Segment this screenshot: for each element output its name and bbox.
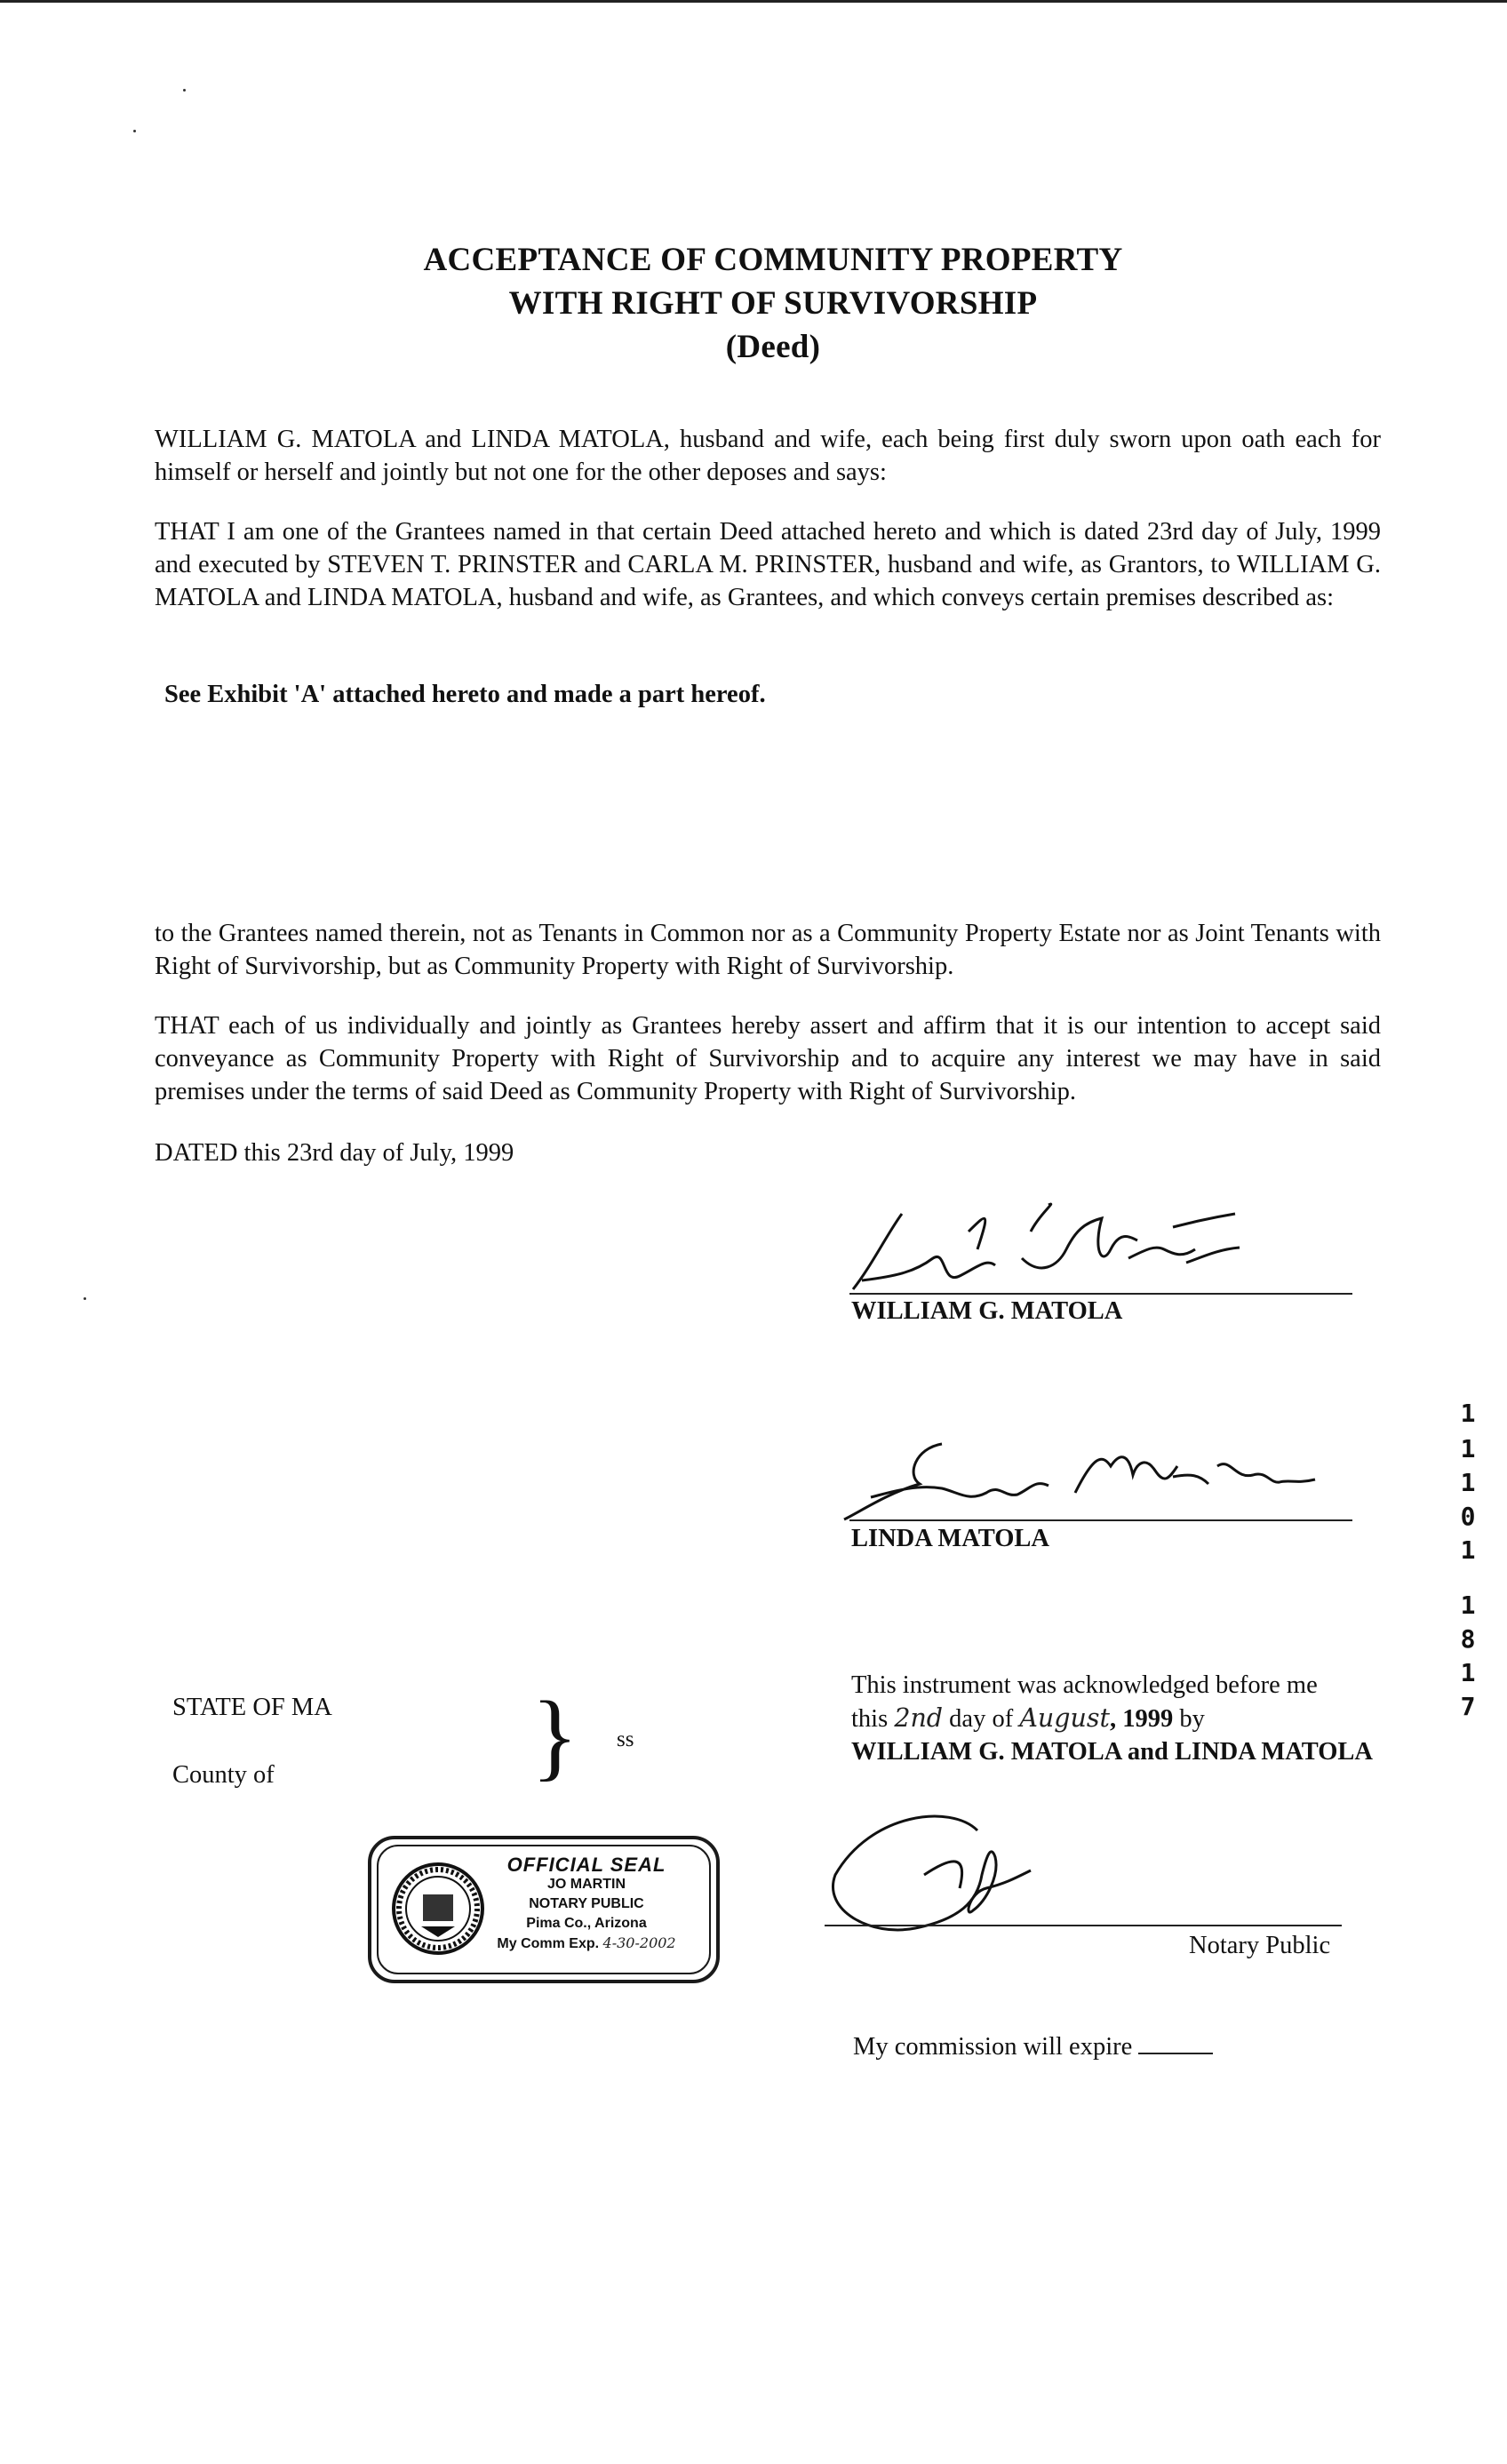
william-signature [835,1196,1351,1303]
ack-names: WILLIAM G. MATOLA and LINDA MATOLA [851,1738,1373,1766]
seal-notary-public: NOTARY PUBLIC [529,1896,644,1911]
commission-blank [1138,2033,1213,2054]
scan-speck [84,1297,86,1300]
side-number-digit: 1 [1460,1399,1476,1428]
commission-text: My commission will expire [853,2033,1133,2061]
ack-day-of: day of [949,1705,1014,1733]
linda-signature-line [849,1519,1352,1521]
top-border [0,0,1507,3]
side-number-digit: 7 [1460,1692,1476,1721]
side-number-digit: 1 [1460,1468,1476,1497]
william-name: WILLIAM G. MATOLA [851,1297,1123,1325]
side-number-digit: 0 [1460,1502,1476,1531]
seal-expiry-handwritten: 4-30-2002 [602,1934,676,1951]
william-signature-line [849,1293,1352,1295]
venue-state: STATE OF MA [172,1694,332,1721]
state-seal-emblem-icon [389,1855,487,1962]
venue-brace: } [531,1681,578,1790]
ack-line-1: This instrument was acknowledged before me [851,1671,1318,1699]
scan-speck [183,89,186,92]
ack-day-handwritten: 2nd [894,1703,944,1733]
side-number-digit: 1 [1460,1434,1476,1463]
seal-commission [489,1934,684,1954]
side-number-digit: 1 [1460,1535,1476,1565]
ack-line-2 [851,1702,1384,1735]
side-number-digit: 1 [1460,1591,1476,1620]
grantee-paragraph: THAT I am one of the Grantees named in that certain Deed attached hereto and which is dated 23rd day of July, 1999 and executed by STEVEN T. PRINSTER and CARLA M. PRINSTER, husband and wife, as Grantors, to WILLIAM G. MATOLA and LINDA MATOLA, husband and wife, as Grantees, and which conveys certain premises described as: [155,518,1381,611]
notary-public-label: Notary Public [1189,1932,1331,1959]
dated-line: DATED this 23rd day of July, 1999 [155,1139,514,1167]
title-line-1: ACCEPTANCE OF COMMUNITY PROPERTY [423,242,1123,278]
scan-speck [133,130,136,132]
seal-title: OFFICIAL SEAL [506,1854,666,1876]
affiant-paragraph: WILLIAM G. MATOLA and LINDA MATOLA, husband and wife, each being first duly sworn upon oath each for himself or herself and jointly but not one for the other deposes and says: [155,426,1381,486]
acknowledgment-block [851,1669,1384,1768]
side-number-digit: 1 [1460,1658,1476,1687]
seal-text [489,1855,684,1954]
ack-month-handwritten: August [1019,1703,1110,1733]
venue-county: County of [172,1761,275,1789]
document-title [267,238,1280,369]
linda-signature [835,1431,1351,1528]
intention-paragraph: THAT each of us individually and jointly as Grantees hereby assert and affirm that it is our intention to accept said conveyance as Community Property with Right of Survivorship and to acquire any interest we may have in said premises under the terms of said Deed as Community Property with Right of Survivorship. [155,1012,1381,1105]
title-line-3: (Deed) [725,329,821,365]
official-seal-stamp [368,1836,720,1983]
ack-this: this [851,1705,889,1733]
linda-name: LINDA MATOLA [851,1525,1050,1552]
seal-notary-name: JO MARTIN [547,1877,626,1892]
ack-by: by [1179,1705,1205,1733]
tenancy-paragraph: to the Grantees named therein, not as Tenants in Common nor as a Community Property Estate nor as Joint Tenants with Right of Survivorship, but as Community Property with Right of Survivorship. [155,920,1381,980]
exhibit-reference: See Exhibit 'A' attached hereto and made a part hereof. [164,681,766,708]
title-line-2: WITH RIGHT OF SURVIVORSHIP [508,285,1038,322]
commission-expiry [853,2033,1213,2061]
ack-year: , 1999 [1109,1705,1174,1733]
side-number-digit: 8 [1460,1624,1476,1654]
venue-ss: ss [617,1727,634,1751]
notary-signature-line [825,1925,1342,1926]
seal-county: Pima Co., Arizona [526,1916,647,1931]
seal-comm-label: My Comm Exp. [497,1936,600,1951]
